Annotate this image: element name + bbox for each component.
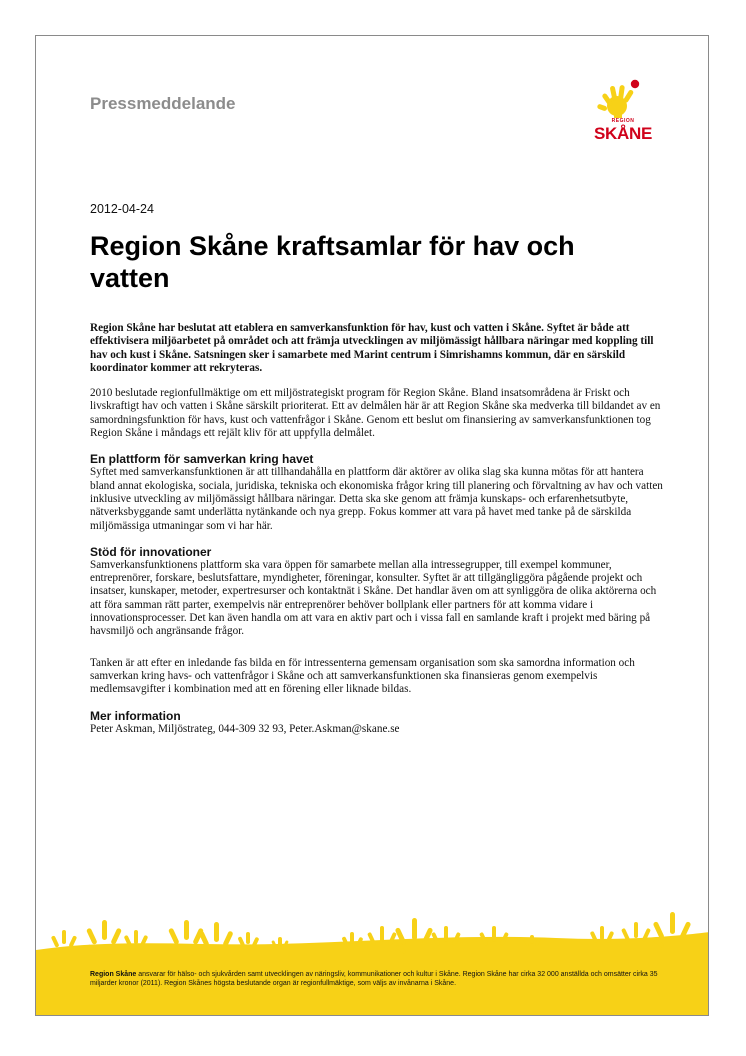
logo-skane-text: SKÅNE [593,124,652,143]
closing-paragraph: Tanken är att efter en inledande fas bilda en för intressenterna gemensam organisation som ska samordna information och samverkan kring havs- och vattenfrågor i Skåne och att samverkansfunktionen ska finansieras genom exempelvis medlemsavgifter i kombination med att en förening eller liknade bildas. [90,656,635,696]
contact-line: Peter Askman, Miljöstrateg, 044-309 32 93, Peter.Askman@skane.se [90,722,400,735]
sun-hand-icon [584,79,662,121]
section-body-innovation: Samverkansfunktionens plattform ska vara öppen för samarbete mellan alla intressegrupper, till exempel kommuner, entreprenörer, forskare, beslutsfattare, myndigheter, föreningar, konsulter. Syftet är att tillgängliggöra pågående projekt och insatser, kunskaper, metoder, expertresurser och kontaktnät i Skåne. Det handlar även om att synliggöra de olika aktörerna och att föra samman rätt parter, exempelvis när entreprenörer behöver bollplank eller partners för att komma vidare i innovationsprocesser. Det kan även handla om att vara en aktiv part och i vissa fall en samlande kraft i projekt med bäring på havsmiljö och angränsande frågor. [90,558,657,638]
footer-hands-decoration [36,912,709,1016]
release-date: 2012-04-24 [90,202,154,216]
page-title: Region Skåne kraftsamlar för hav och vatten [90,231,575,293]
lead-paragraph: Region Skåne har beslutat att etablera en samverkansfunktion för hav, kust och vatten i Skåne. Syftet är både att effektivisera miljöarbetet på området och att främja utvecklingen av miljömässigt hållbara näringar med koppling till hav och kust i Skåne. Satsningen sker i samarbete med Marint centrum i Simrishamns kommun, där en särskild koordinator kommer att rekryteras. [90,322,654,374]
footer-description: ansvarar för hälso- och sjukvården samt utvecklingen av näringsliv, kommunikationer och kultur i Skåne. Region Skåne har cirka 32 000 anställda och omsätter cirka 35 miljarder kronor (2011). Region Skånes högsta beslutande organ är regionfullmäktige, som väljs av invånarna i Skåne. [90,971,658,987]
press-release-page [35,35,709,1016]
footer-org-name: Region Skåne [90,971,137,978]
logo-region-text: REGION [611,118,635,124]
document-type-label: Pressmeddelande [90,94,236,113]
section-body-platform: Syftet med samverkansfunktionen är att tillhandahålla en plattform där aktörer av olika slag ska kunna mötas för att hantera bland annat ekologiska, sociala, juridiska, tekniska och ekonomiska frågor kring till planering och förvaltning av hav och vatten inklusive utveckling av miljömässigt hållbara näringar. Detta ska ske genom att främja kunskaps- och erfarenhetsutbyte, nätverksbyggande samt underlätta nytänkande och nya grepp. Fokus kommer att vara på havet med tanke på de särskilda miljömässiga utmaningar som vi har här. [90,466,663,532]
more-info-heading: Mer information [90,708,181,723]
section-heading-platform: En plattform för samverkan kring havet [90,452,314,467]
section-heading-innovation: Stöd för innovationer [90,544,212,559]
intro-paragraph: 2010 beslutade regionfullmäktige om ett miljöstrategiskt program för Region Skåne. Bland insatsområdena är Friskt och livskraftigt hav och vatten i Skåne särskilt prioriterat. Ett av delmålen här är att Region Skåne ska medverka till bildandet av en samordningsfunktion för havs, kust och vattenfrågor i Skåne. Genom ett beslut om finansiering av samverkansfunktionen tog Region Skåne i måndags ett rejält kliv för att uppfylla delmålet. [90,387,661,440]
footer-about [90,970,660,988]
region-skane-logo [584,79,662,149]
article-body [90,322,668,748]
